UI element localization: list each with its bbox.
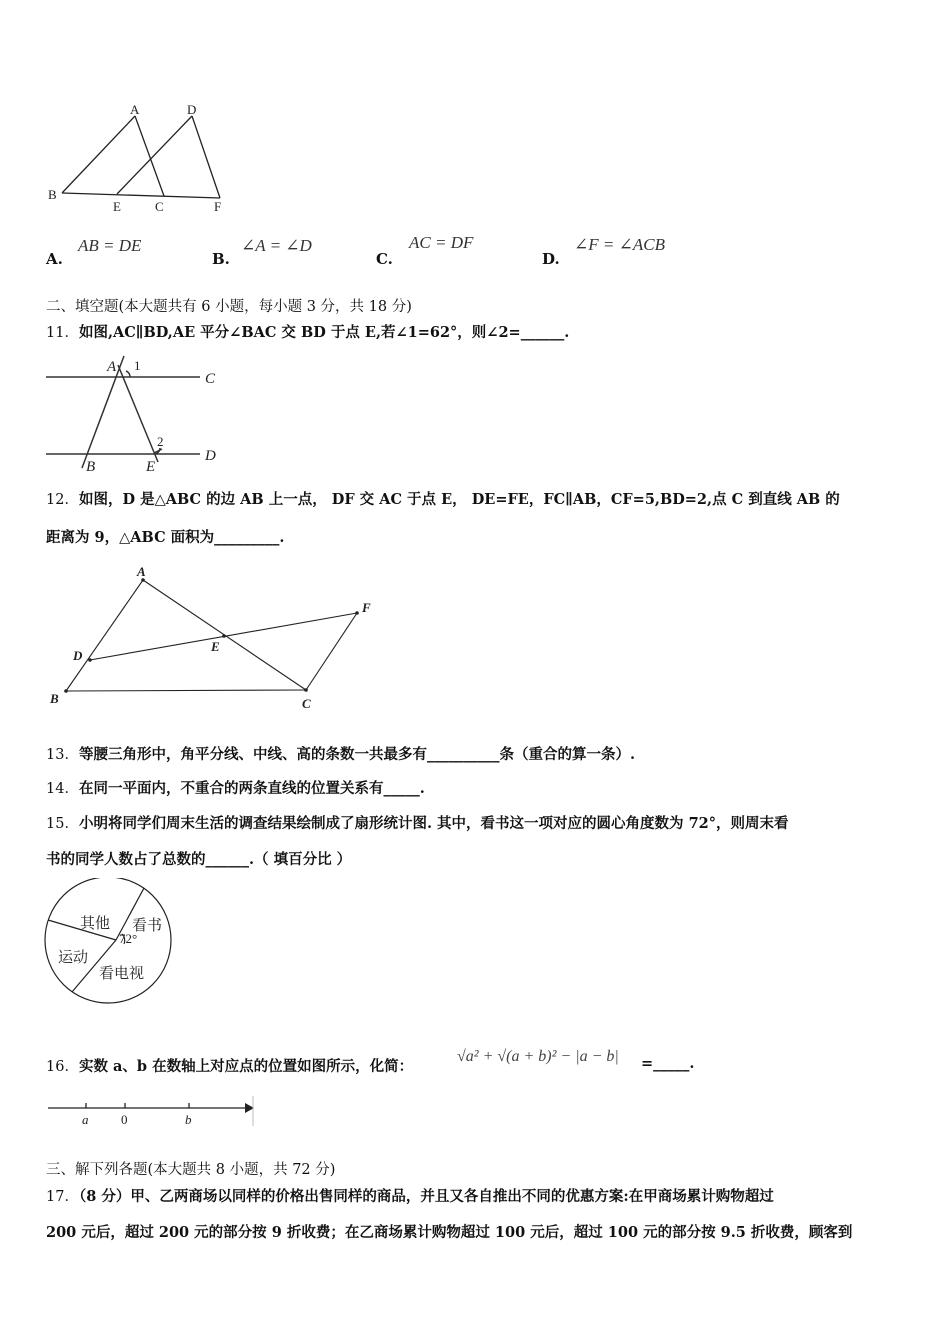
pie-label-sports: 运动 — [58, 950, 89, 966]
fig12-label-d: D — [73, 648, 83, 663]
question-16 — [46, 1055, 413, 1076]
q16-number: 16． — [46, 1059, 79, 1075]
question-11 — [46, 321, 569, 342]
fig10-label-e: E — [113, 199, 121, 214]
fig10-label-d: D — [187, 102, 197, 117]
pie-label-angle: 72° — [119, 931, 138, 946]
question-13 — [46, 743, 635, 764]
figure-q10-triangles — [40, 100, 240, 220]
q13-number: 13． — [46, 747, 79, 763]
fig10-label-a: A — [130, 102, 140, 117]
fig12-label-f: F — [362, 600, 371, 615]
question-15-line-1 — [46, 812, 789, 833]
fig12-label-b: B — [50, 691, 59, 706]
pie-label-reading: 看书 — [132, 918, 163, 934]
pie-label-tv: 看电视 — [99, 966, 145, 982]
option-a-label[interactable]: A. — [46, 250, 63, 268]
figure-q15-pie-chart — [42, 878, 177, 1008]
q16-text: 实数 a、b 在数轴上对应点的位置如图所示，化简： — [78, 1058, 414, 1075]
q11-text: 如图,AC∥BD,AE 平分∠BAC 交 BD 于点 E,若∠1=62°，则∠2=______. — [78, 324, 570, 341]
question-15-line-2: 书的同学人数占了总数的______.（ 填百分比 ） — [46, 851, 352, 868]
figure-q16-number-line — [44, 1092, 258, 1132]
fig12-label-e: E — [211, 639, 220, 654]
fig11-label-1: 1 — [134, 358, 141, 373]
q15-number: 15． — [46, 816, 79, 832]
option-a-math: AB = DE — [78, 236, 142, 255]
option-c-label[interactable]: C. — [376, 250, 393, 268]
question-14 — [46, 777, 425, 798]
fig10-label-f: F — [214, 199, 222, 214]
question-12-line-1 — [46, 488, 840, 509]
fig12-label-c: C — [302, 696, 311, 711]
numline-label-0: 0 — [121, 1112, 128, 1127]
q17-text-1: （8 分）甲、乙两商场以同样的价格出售同样的商品，并且又各自推出不同的优惠方案:在甲商场累计购物超过 — [78, 1188, 774, 1205]
option-c-math: AC = DF — [409, 233, 474, 252]
option-d-math: ∠F = ∠ACB — [574, 235, 665, 254]
numline-label-a: a — [82, 1112, 89, 1127]
fig12-label-a: A — [137, 564, 146, 579]
q14-text: 在同一平面内，不重合的两条直线的位置关系有_____. — [78, 780, 425, 797]
fig11-label-e: E — [146, 459, 156, 475]
section-2-heading: 二、填空题(本大题共有 6 小题，每小题 3 分，共 18 分) — [46, 299, 412, 315]
q17-number: 17． — [46, 1189, 79, 1205]
q14-number: 14． — [46, 781, 79, 797]
question-17-line-1 — [46, 1185, 774, 1206]
q10-options — [0, 232, 950, 272]
figure-q11-parallel-lines — [40, 350, 230, 475]
option-b-math: ∠A = ∠D — [241, 236, 312, 255]
fig11-label-b: B — [86, 459, 96, 475]
section-3-heading: 三、解下列各题(本大题共 8 小题，共 72 分) — [46, 1162, 336, 1178]
figure-q12-triangle — [44, 560, 384, 720]
fig11-label-d: D — [205, 448, 216, 464]
fig10-label-b: B — [48, 187, 57, 202]
q11-number: 11． — [46, 325, 79, 341]
fig11-label-c: C — [205, 371, 216, 387]
q16-tail: =_____. — [641, 1055, 695, 1072]
q12-text-1: 如图，D 是△ABC 的边 AB 上一点， DF 交 AC 于点 E， DE=FE，FC∥AB，CF=5,BD=2,点 C 到直线 AB 的 — [78, 491, 840, 508]
fig11-label-a: A — [107, 359, 117, 375]
fig11-label-2: 2 — [157, 434, 164, 449]
option-d-label[interactable]: D. — [542, 250, 560, 268]
numline-label-b: b — [185, 1112, 192, 1127]
question-17-line-2: 200 元后，超过 200 元的部分按 9 折收费；在乙商场累计购物超过 100 元后，超过 100 元的部分按 9.5 折收费，顾客到 — [46, 1224, 853, 1241]
q15-text-1: 小明将同学们周末生活的调查结果绘制成了扇形统计图. 其中，看书这一项对应的圆心角度数为 72°，则周末看 — [78, 815, 789, 832]
q13-text: 等腰三角形中，角平分线、中线、高的条数一共最多有__________条（重合的算一条）. — [78, 746, 635, 763]
fig10-label-c: C — [155, 199, 164, 214]
option-b-label[interactable]: B. — [212, 250, 230, 268]
pie-label-other: 其他 — [80, 916, 111, 932]
q16-formula: √a² + √(a + b)² − |a − b| — [457, 1048, 619, 1065]
q12-number: 12． — [46, 492, 79, 508]
question-12-line-2: 距离为 9，△ABC 面积为_________. — [46, 529, 285, 546]
